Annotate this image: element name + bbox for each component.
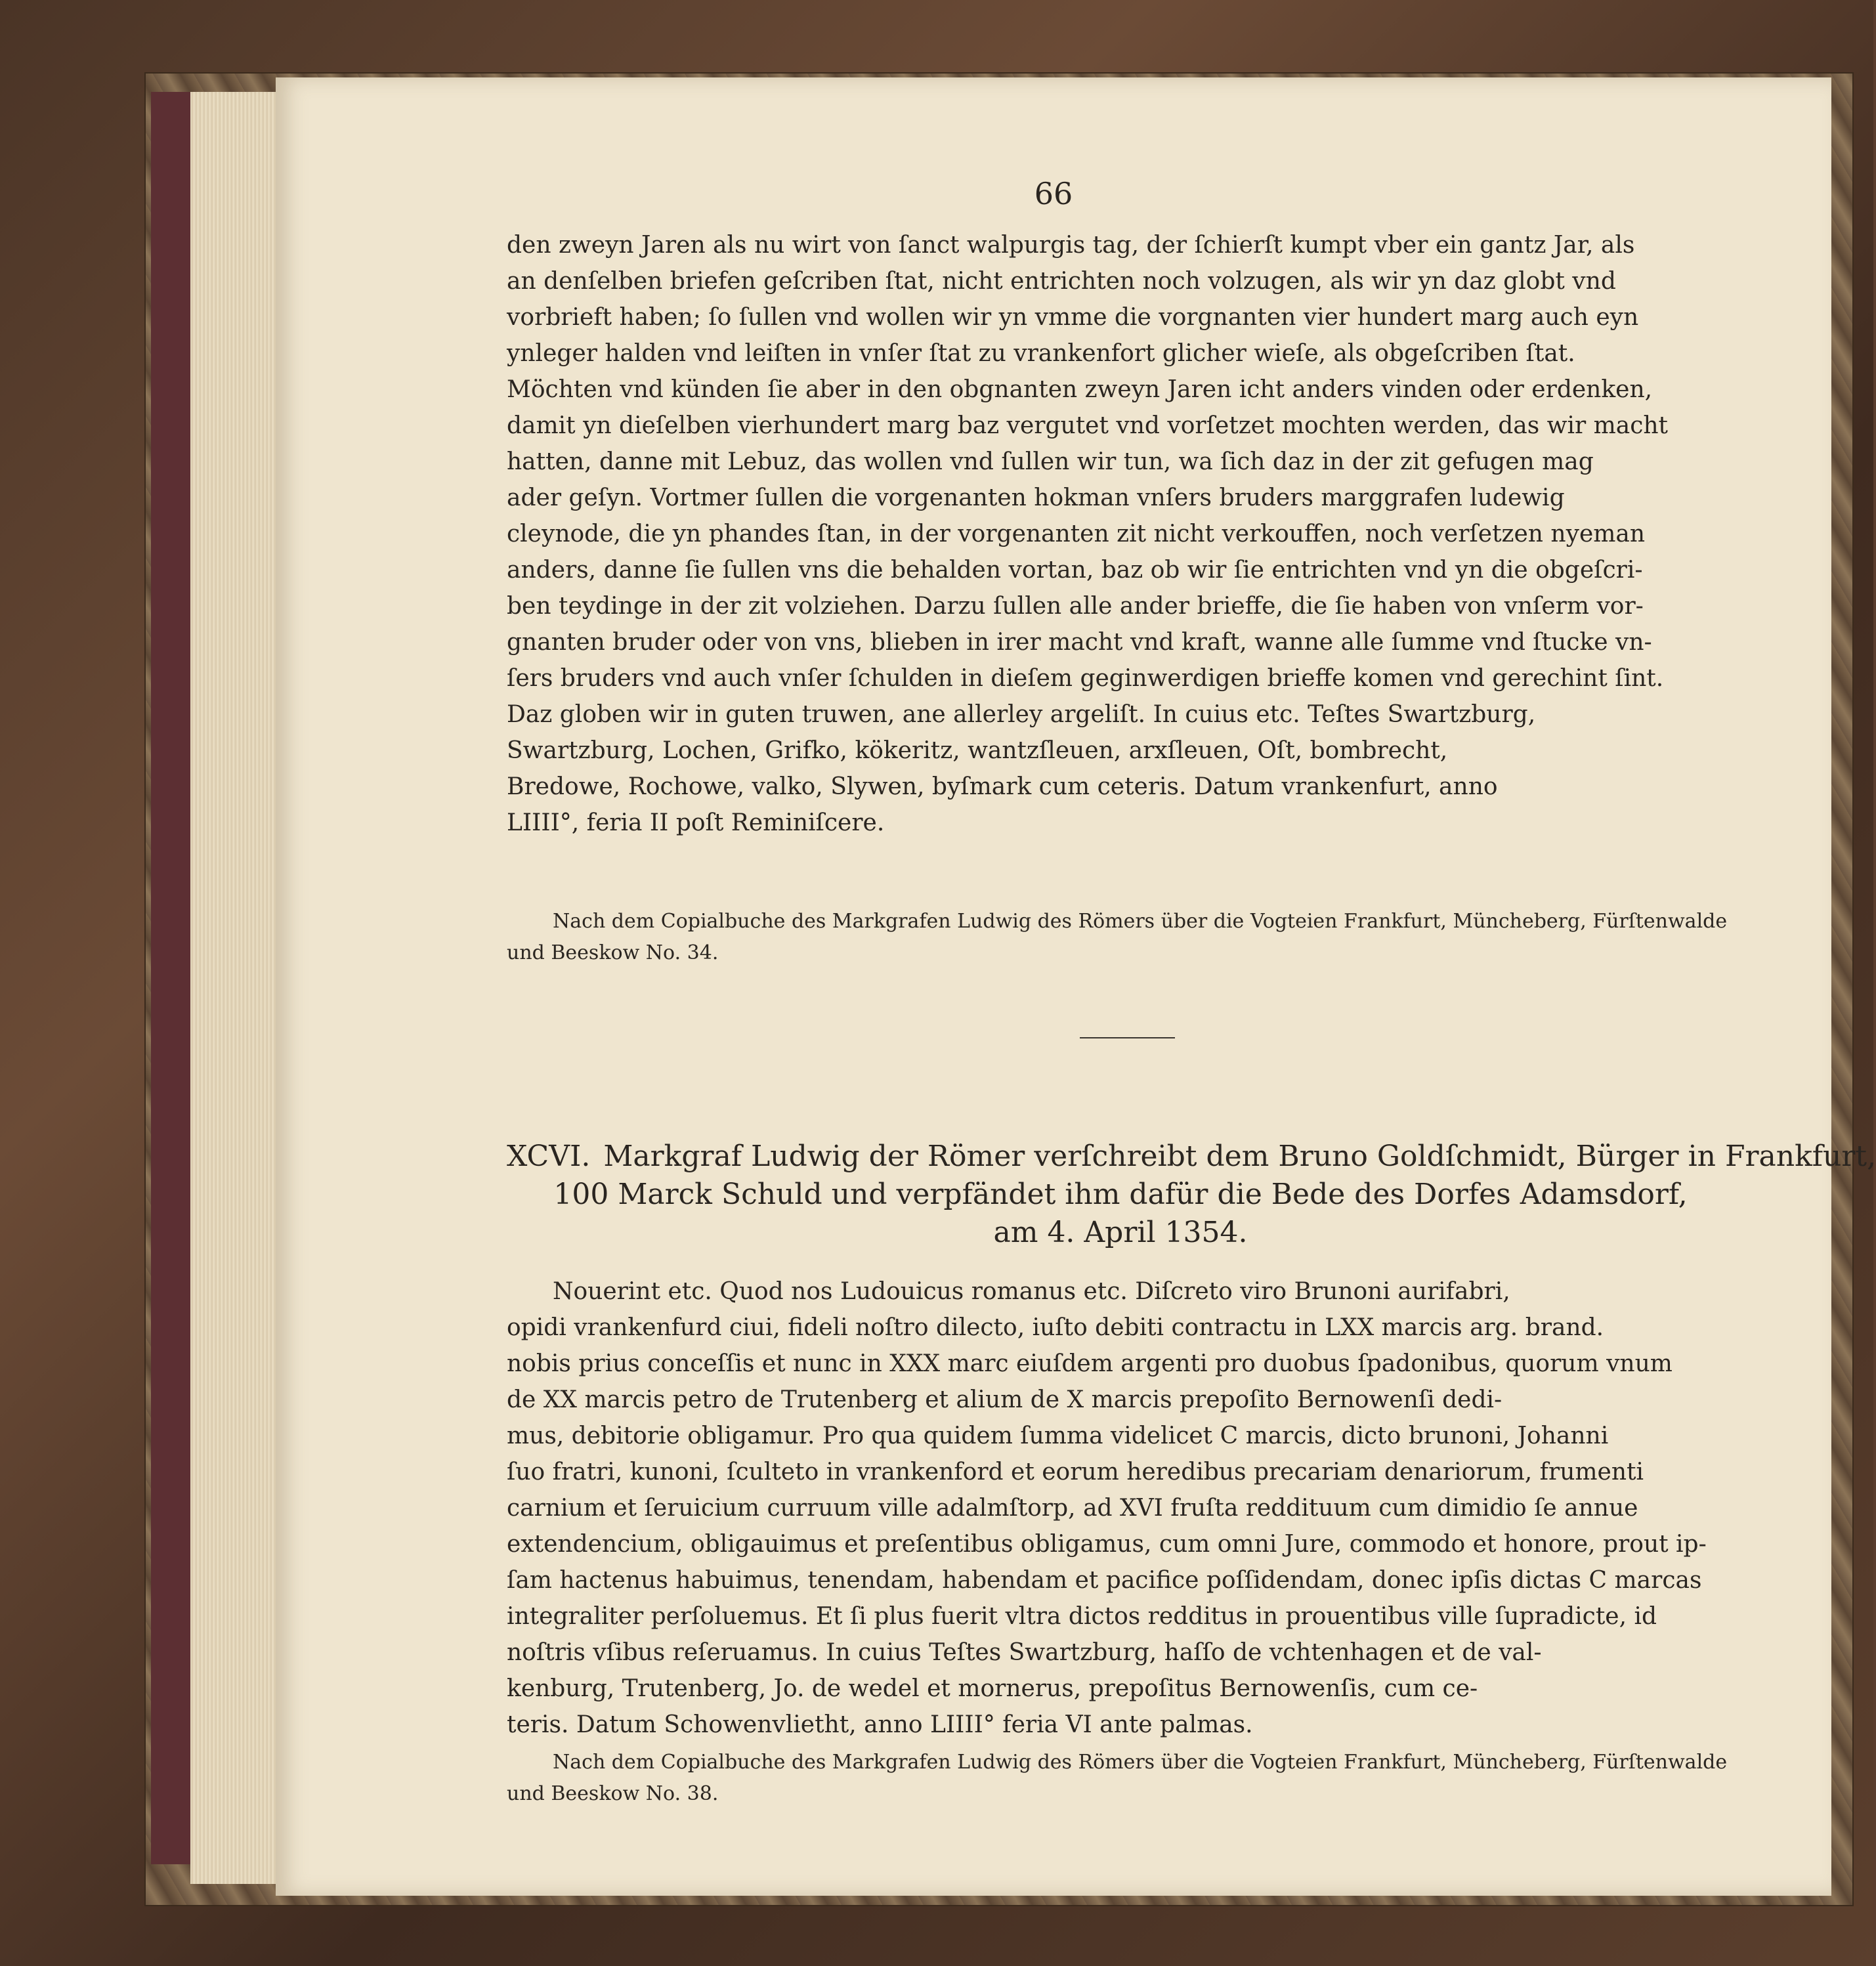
page-number: 66: [1034, 176, 1073, 211]
text-line: opidi vrankenfurd ciui, fideli noſtro dilecto, iuſto debiti contractu in LXX marcis arg. brand.: [507, 1314, 1604, 1341]
text-line: nobis prius conceſſis et nunc in XXX marc eiuſdem argenti pro duobus ſpadonibus, quorum vnum: [507, 1350, 1673, 1377]
source-note-2: [507, 1747, 1734, 1810]
note-line: Nach dem Copialbuche des Markgrafen Ludwig des Römers über die Vogteien Frankfurt, Müncheberg, Fürſtenwalde: [553, 910, 1728, 933]
text-line: den zweyn Jaren als nu wirt von ſanct walpurgis tag, der ſchierſt kumpt vber ein gantz Jar, als: [507, 232, 1635, 259]
text-line: anders, danne ſie ſullen vns die behalden vortan, baz ob wir ſie entrichten vnd yn die obgeſcri-: [507, 557, 1643, 584]
text-line: carnium et ſeruicium curruum ville adalmſtorp, ad XVI fruſta reddituum cum dimidio ſe annue: [507, 1495, 1638, 1522]
section-divider: [1080, 1037, 1175, 1038]
text-line: damit yn dieſelben vierhundert marg baz vergutet vnd vorſetzet mochten werden, das wir macht: [507, 412, 1669, 439]
source-note-1: [507, 906, 1734, 969]
text-line: LIIII°, feria II poſt Reminiſcere.: [507, 809, 885, 836]
heading-line: am 4. April 1354.: [993, 1216, 1248, 1249]
text-line: ſers bruders vnd auch vnſer ſchulden in dieſem geginwerdigen brieffe komen vnd gerechint ſint.: [507, 665, 1664, 692]
text-line: an denſelben briefen geſcriben ſtat, nicht entrichten noch volzugen, als wir yn daz globt vnd: [507, 268, 1616, 295]
text-line: ſam hactenus habuimus, tenendam, habendam et pacifice poſſidendam, donec ipſis dictas C marcas: [507, 1567, 1702, 1594]
text-line: teris. Datum Schowenvlietht, anno LIIII° feria VI ante palmas.: [507, 1711, 1253, 1738]
text-line: extendencium, obligauimus et preſentibus obligamus, cum omni Jure, commodo et honore, prout ip-: [507, 1531, 1707, 1558]
book-spine: [151, 92, 190, 1864]
text-line: mus, debitorie obligamur. Pro qua quidem ſumma videlicet C marcis, dicto brunoni, Johanni: [507, 1422, 1609, 1449]
text-line: gnanten bruder oder von vns, blieben in irer macht vnd kraft, wanne alle ſumme vnd ſtucke vn-: [507, 629, 1652, 656]
text-line: hatten, danne mit Lebuz, das wollen vnd ſullen wir tun, wa ſich daz in der zit gefugen mag: [507, 448, 1594, 475]
text-line: ſuo fratri, kunoni, ſculteto in vrankenford et eorum heredibus precariam denariorum, frumenti: [507, 1459, 1644, 1485]
note-line: und Beeskow No. 38.: [507, 1782, 719, 1805]
book-page: [276, 77, 1876, 1896]
text-line: Nouerint etc. Quod nos Ludouicus romanus etc. Diſcreto viro Brunoni aurifabri,: [553, 1278, 1510, 1305]
document-body-2: [507, 1273, 1734, 1743]
heading-line: [507, 1138, 1876, 1176]
text-line: ben teydinge in der zit volziehen. Darzu ſullen alle ander brieffe, die ſie haben von vnſerm vor-: [507, 593, 1644, 620]
document-heading-2: [507, 1138, 1876, 1252]
text-line: Daz globen wir in guten truwen, ane allerley argeliſt. In cuius etc. Teſtes Swartzburg,: [507, 701, 1536, 728]
text-line: cleynode, die yn phandes ſtan, in der vorgenanten zit nicht verkouffen, noch verſetzen nyeman: [507, 521, 1646, 547]
text-line: Bredowe, Rochowe, valko, Slywen, byſmark cum ceteris. Datum vrankenfurt, anno: [507, 773, 1498, 800]
page-edges: [190, 92, 289, 1884]
text-line: ynleger halden vnd leiſten in vnſer ſtat zu vrankenfort glicher wieſe, als obgeſcriben ſtat.: [507, 340, 1575, 367]
text-line: noſtris vſibus reſeruamus. In cuius Teſtes Swartzburg, haſſo de vchtenhagen et de val-: [507, 1639, 1542, 1666]
text-line: kenburg, Trutenberg, Jo. de wedel et mornerus, prepoſitus Bernowenſis, cum ce-: [507, 1675, 1478, 1702]
heading-line: 100 Marck Schuld und verpfändet ihm dafür die Bede des Dorfes Adamsdorf,: [553, 1178, 1688, 1211]
note-line: und Beeskow No. 34.: [507, 941, 719, 964]
note-line: Nach dem Copialbuche des Markgrafen Ludwig des Römers über die Vogteien Frankfurt, Müncheberg, Fürſtenwalde: [553, 1751, 1728, 1774]
text-line: Möchten vnd künden ſie aber in den obgnanten zweyn Jaren icht anders vinden oder erdenken,: [507, 376, 1653, 403]
heading-text: Markgraf Ludwig der Römer verſchreibt dem Bruno Goldſchmidt, Bürger in Frankfurt,: [603, 1140, 1876, 1173]
text-line: integraliter perſoluemus. Et ſi plus fuerit vltra dictos redditus in prouentibus ville ſupradicte, id: [507, 1603, 1657, 1630]
text-line: ader geſyn. Vortmer ſullen die vorgenanten hokman vnſers bruders marggrafen ludewig: [507, 484, 1565, 511]
document-body-1: [507, 227, 1734, 841]
text-line: de XX marcis petro de Trutenberg et alium de X marcis prepoſito Bernowenſi dedi-: [507, 1386, 1503, 1413]
text-line: vorbrieft haben; ſo ſullen vnd wollen wir yn vmme die vorgnanten vier hundert marg auch eyn: [507, 304, 1639, 331]
document-number: XCVI.: [507, 1140, 591, 1173]
text-line: Swartzburg, Lochen, Grifko, kökeritz, wantzſleuen, arxſleuen, Oſt, bombrecht,: [507, 737, 1448, 764]
